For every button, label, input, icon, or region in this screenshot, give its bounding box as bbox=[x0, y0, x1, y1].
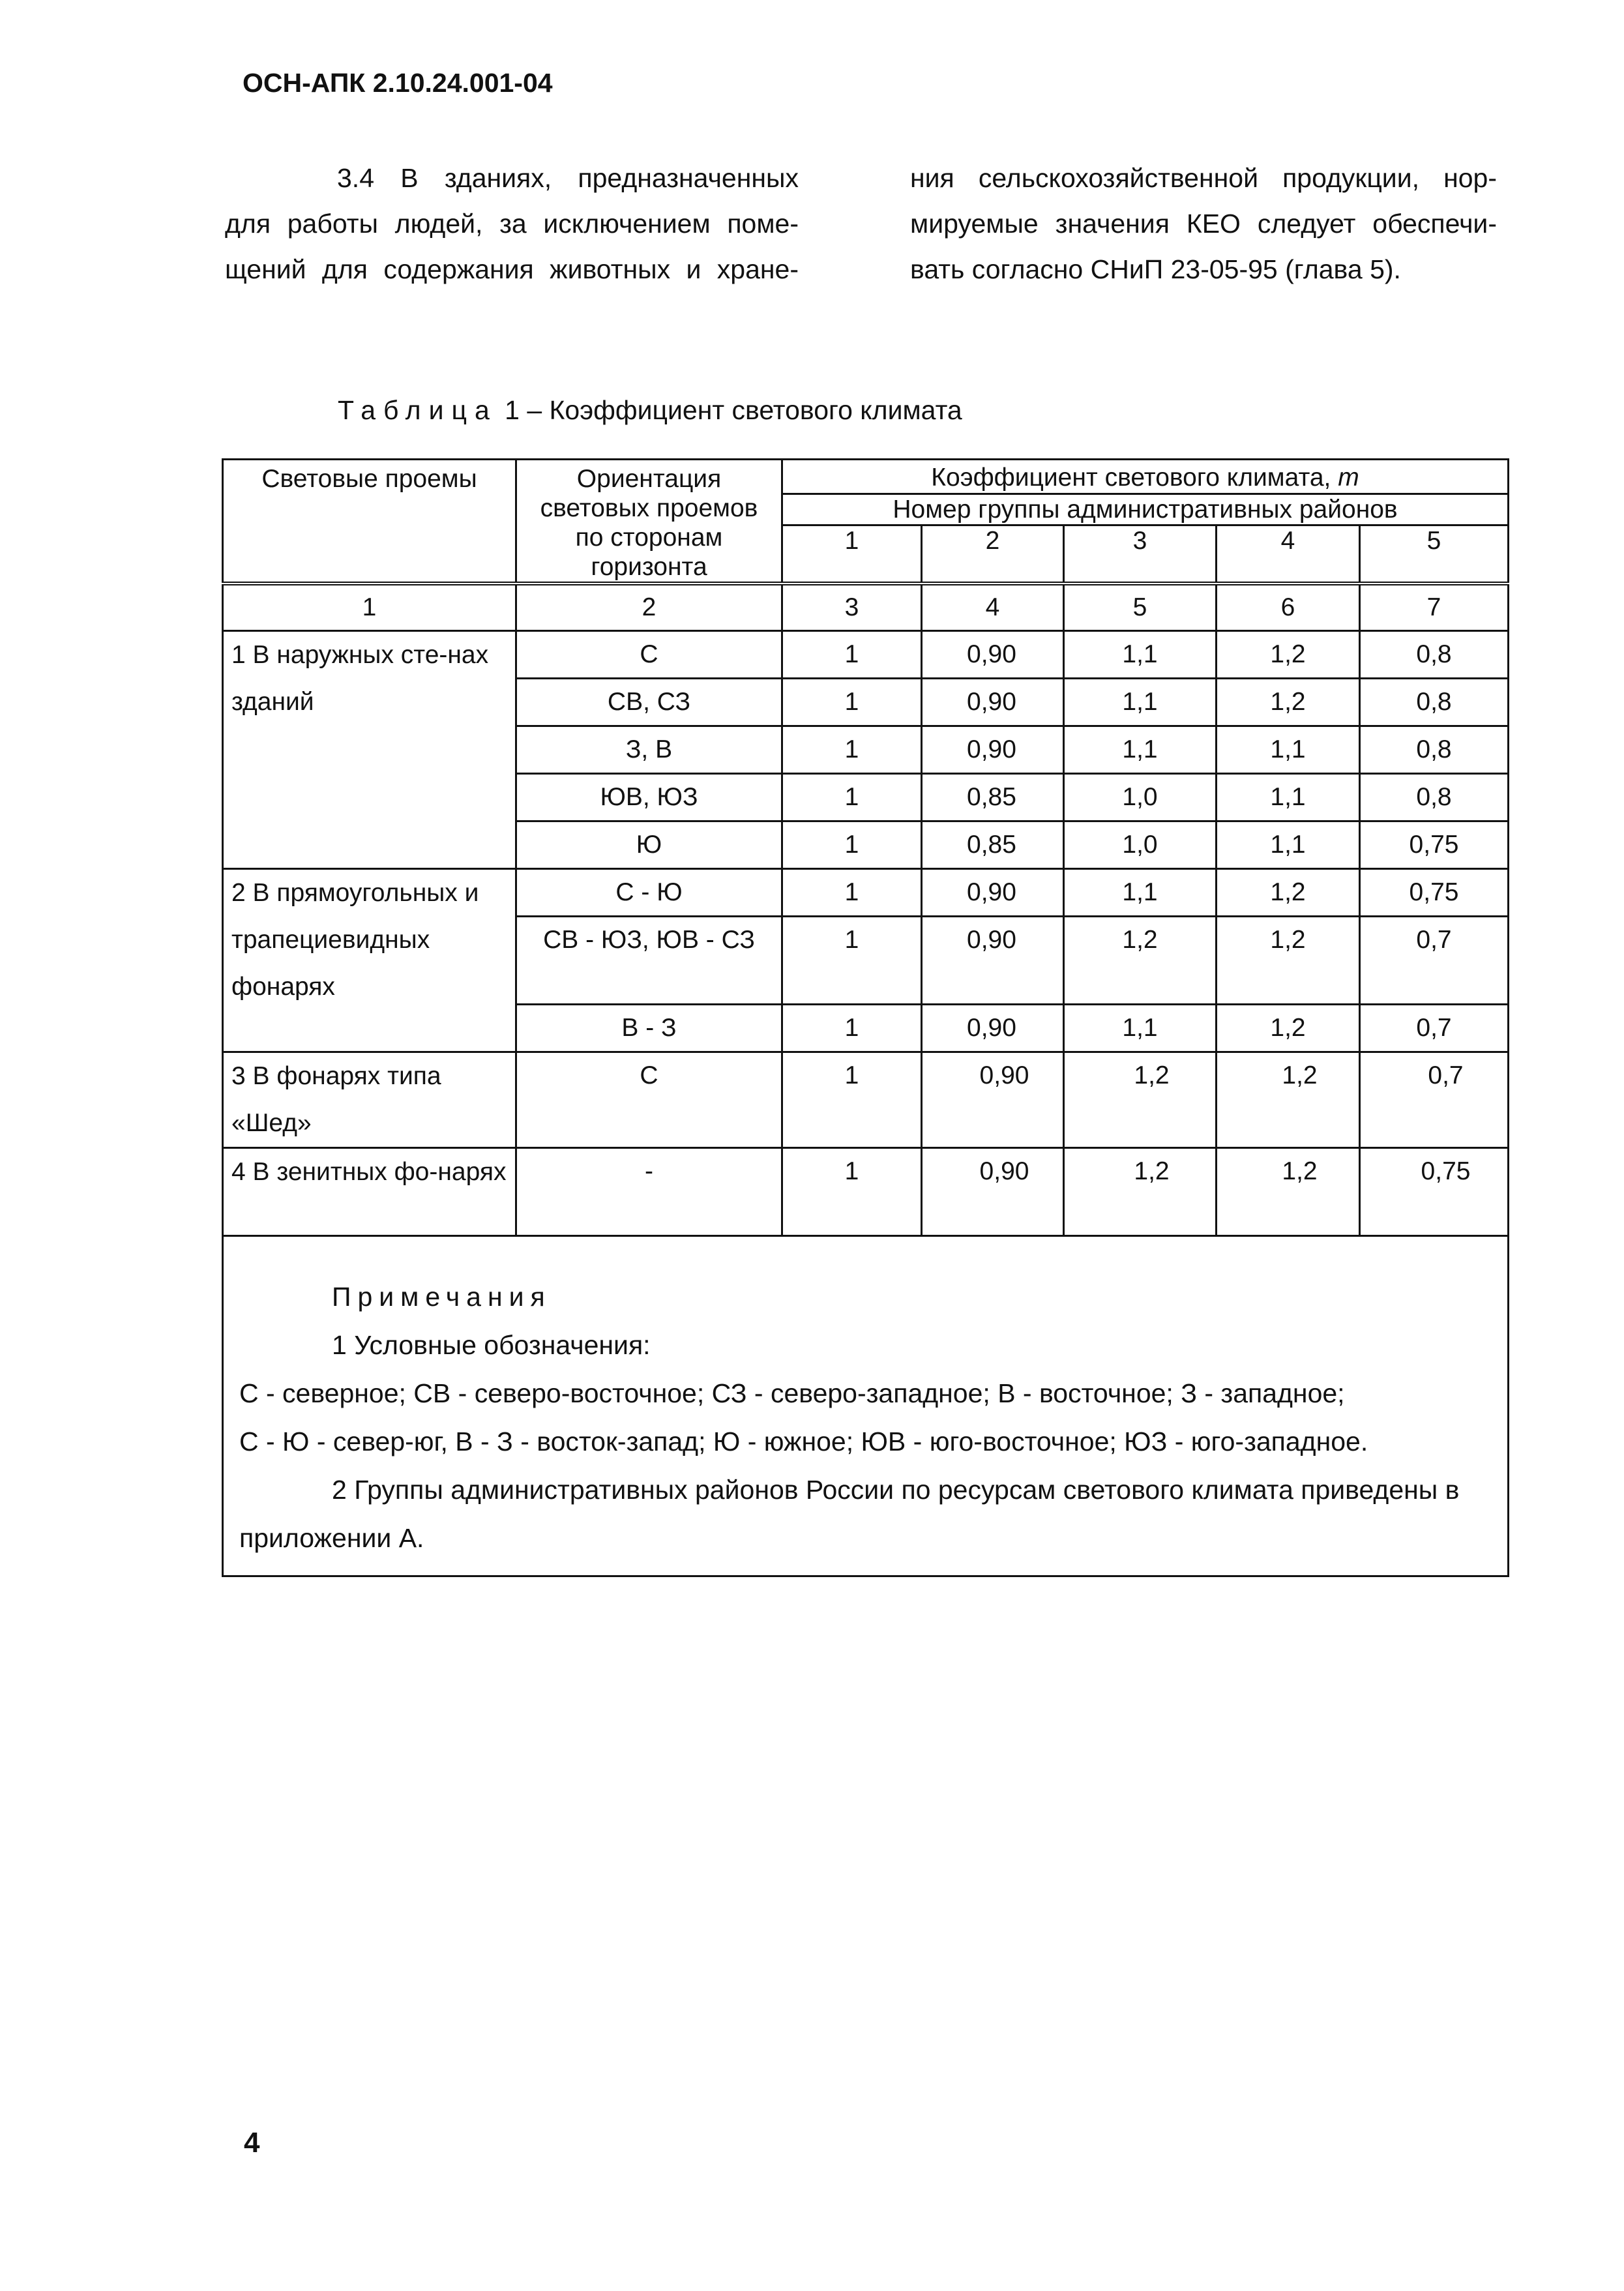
value-cell: 0,75 bbox=[1360, 821, 1509, 869]
table-caption-text: 1 – Коэффициент светового климата bbox=[497, 395, 962, 425]
column-number: 7 bbox=[1360, 584, 1509, 631]
value-cell: 0,90 bbox=[922, 869, 1064, 917]
intro-line: для работы людей, за исключением поме- bbox=[225, 209, 799, 239]
value-cell: 1,2 bbox=[1217, 869, 1360, 917]
value-cell: 0,85 bbox=[922, 774, 1064, 821]
value-cell: 1,2 bbox=[1064, 1148, 1217, 1236]
value-cell: 0,90 bbox=[922, 1052, 1064, 1148]
table-caption-prefix: Таблица bbox=[338, 395, 497, 425]
intro-line: щений для содержания животных и хране- bbox=[225, 254, 799, 284]
value-cell: 1,1 bbox=[1064, 1005, 1217, 1052]
coefficient-label: Коэффициент светового климата, bbox=[931, 464, 1338, 492]
table-row bbox=[223, 1052, 1509, 1148]
intro-paragraph-left bbox=[225, 155, 799, 292]
value-cell: 0,90 bbox=[922, 917, 1064, 1005]
value-cell: 0,90 bbox=[922, 1005, 1064, 1052]
value-cell: 0,7 bbox=[1360, 1052, 1509, 1148]
orientation-cell: СВ, СЗ bbox=[516, 679, 782, 726]
intro-line: вать согласно СНиП 23-05-95 (глава 5). bbox=[910, 254, 1401, 284]
section-label: 1 В наружных сте-нах зданий bbox=[223, 631, 516, 869]
column-number: 2 bbox=[516, 584, 782, 631]
header-coefficient bbox=[782, 460, 1509, 494]
value-cell: 0,90 bbox=[922, 631, 1064, 679]
value-cell: 1,1 bbox=[1064, 869, 1217, 917]
intro-line: 3.4 В зданиях, предназначенных bbox=[337, 163, 799, 193]
value-cell: 1 bbox=[782, 679, 922, 726]
page-number: 4 bbox=[244, 2127, 260, 2159]
header-orientation: Ориентация световых проемов по сторонам горизонта bbox=[516, 460, 782, 584]
table-row bbox=[223, 1148, 1509, 1236]
orientation-cell: С bbox=[516, 631, 782, 679]
header-group: 3 bbox=[1064, 525, 1217, 584]
notes-title: Примечания bbox=[332, 1282, 552, 1312]
orientation-cell: З, В bbox=[516, 726, 782, 774]
table-caption bbox=[338, 395, 962, 426]
orientation-cell: В - З bbox=[516, 1005, 782, 1052]
value-cell: 1,1 bbox=[1217, 726, 1360, 774]
value-cell: 1,0 bbox=[1064, 774, 1217, 821]
coefficient-symbol: m bbox=[1338, 464, 1359, 492]
value-cell: 0,75 bbox=[1360, 1148, 1509, 1236]
value-cell: 0,8 bbox=[1360, 631, 1509, 679]
header-group: 4 bbox=[1217, 525, 1360, 584]
notes-block bbox=[224, 1237, 1507, 1575]
orientation-cell: - bbox=[516, 1148, 782, 1236]
header-group: 2 bbox=[922, 525, 1064, 584]
value-cell: 1,2 bbox=[1217, 1148, 1360, 1236]
note-item: 2 Группы административных районов России по ресурсам светового климата приведены в приложении А. bbox=[239, 1475, 1460, 1553]
intro-line: мируемые значения КЕО следует обеспечи- bbox=[910, 209, 1497, 239]
value-cell: 0,75 bbox=[1360, 869, 1509, 917]
value-cell: 1 bbox=[782, 821, 922, 869]
header-group-number: Номер группы административных районов bbox=[782, 494, 1509, 525]
value-cell: 1 bbox=[782, 917, 922, 1005]
value-cell: 1,2 bbox=[1217, 1052, 1360, 1148]
note-legend-line: С - северное; СВ - северо-восточное; СЗ - северо-западное; В - восточное; З - западное; bbox=[239, 1378, 1345, 1408]
column-number: 3 bbox=[782, 584, 922, 631]
value-cell: 0,90 bbox=[922, 679, 1064, 726]
column-number: 6 bbox=[1217, 584, 1360, 631]
value-cell: 0,85 bbox=[922, 821, 1064, 869]
note-item: 1 Условные обозначения: bbox=[332, 1330, 651, 1360]
header-openings: Световые проемы bbox=[223, 460, 516, 584]
value-cell: 0,8 bbox=[1360, 726, 1509, 774]
orientation-cell: С bbox=[516, 1052, 782, 1148]
value-cell: 0,90 bbox=[922, 1148, 1064, 1236]
value-cell: 1,2 bbox=[1064, 917, 1217, 1005]
value-cell: 1,1 bbox=[1064, 726, 1217, 774]
value-cell: 1,1 bbox=[1217, 774, 1360, 821]
value-cell: 1 bbox=[782, 774, 922, 821]
column-number: 4 bbox=[922, 584, 1064, 631]
value-cell: 0,8 bbox=[1360, 774, 1509, 821]
value-cell: 0,7 bbox=[1360, 1005, 1509, 1052]
table-row bbox=[223, 869, 1509, 917]
table-row bbox=[223, 631, 1509, 679]
column-number-row bbox=[223, 584, 1509, 631]
intro-paragraph-right bbox=[910, 155, 1497, 292]
value-cell: 1 bbox=[782, 631, 922, 679]
header-group: 5 bbox=[1360, 525, 1509, 584]
section-label: 3 В фонарях типа «Шед» bbox=[223, 1052, 516, 1148]
value-cell: 1 bbox=[782, 1005, 922, 1052]
column-number: 5 bbox=[1064, 584, 1217, 631]
value-cell: 1,1 bbox=[1064, 631, 1217, 679]
section-label: 4 В зенитных фо-нарях bbox=[223, 1148, 516, 1236]
value-cell: 1,1 bbox=[1064, 679, 1217, 726]
value-cell: 1,1 bbox=[1217, 821, 1360, 869]
value-cell: 0,8 bbox=[1360, 679, 1509, 726]
value-cell: 1,2 bbox=[1217, 631, 1360, 679]
value-cell: 1,2 bbox=[1217, 1005, 1360, 1052]
column-number: 1 bbox=[223, 584, 516, 631]
section-label: 2 В прямоугольных и трапециевидных фонарях bbox=[223, 869, 516, 1052]
orientation-cell: ЮВ, ЮЗ bbox=[516, 774, 782, 821]
orientation-cell: С - Ю bbox=[516, 869, 782, 917]
value-cell: 1,2 bbox=[1217, 917, 1360, 1005]
value-cell: 1,0 bbox=[1064, 821, 1217, 869]
note-legend-line: С - Ю - север-юг, В - З - восток-запад; Ю - южное; ЮВ - юго-восточное; ЮЗ - юго-западное. bbox=[239, 1426, 1368, 1456]
orientation-cell: СВ - ЮЗ, ЮВ - СЗ bbox=[516, 917, 782, 1005]
value-cell: 1 bbox=[782, 1052, 922, 1148]
orientation-cell: Ю bbox=[516, 821, 782, 869]
value-cell: 1 bbox=[782, 1148, 922, 1236]
header-group: 1 bbox=[782, 525, 922, 584]
value-cell: 1,2 bbox=[1217, 679, 1360, 726]
document-code: ОСН-АПК 2.10.24.001-04 bbox=[243, 68, 553, 98]
value-cell: 1 bbox=[782, 726, 922, 774]
value-cell: 1,2 bbox=[1064, 1052, 1217, 1148]
value-cell: 1 bbox=[782, 869, 922, 917]
value-cell: 0,90 bbox=[922, 726, 1064, 774]
climate-coefficient-table bbox=[222, 458, 1509, 1577]
notes-row bbox=[223, 1236, 1509, 1576]
notes-cell bbox=[223, 1236, 1509, 1576]
intro-line: ния сельскохозяйственной продукции, нор- bbox=[910, 163, 1497, 193]
table-header-row bbox=[223, 460, 1509, 494]
value-cell: 0,7 bbox=[1360, 917, 1509, 1005]
